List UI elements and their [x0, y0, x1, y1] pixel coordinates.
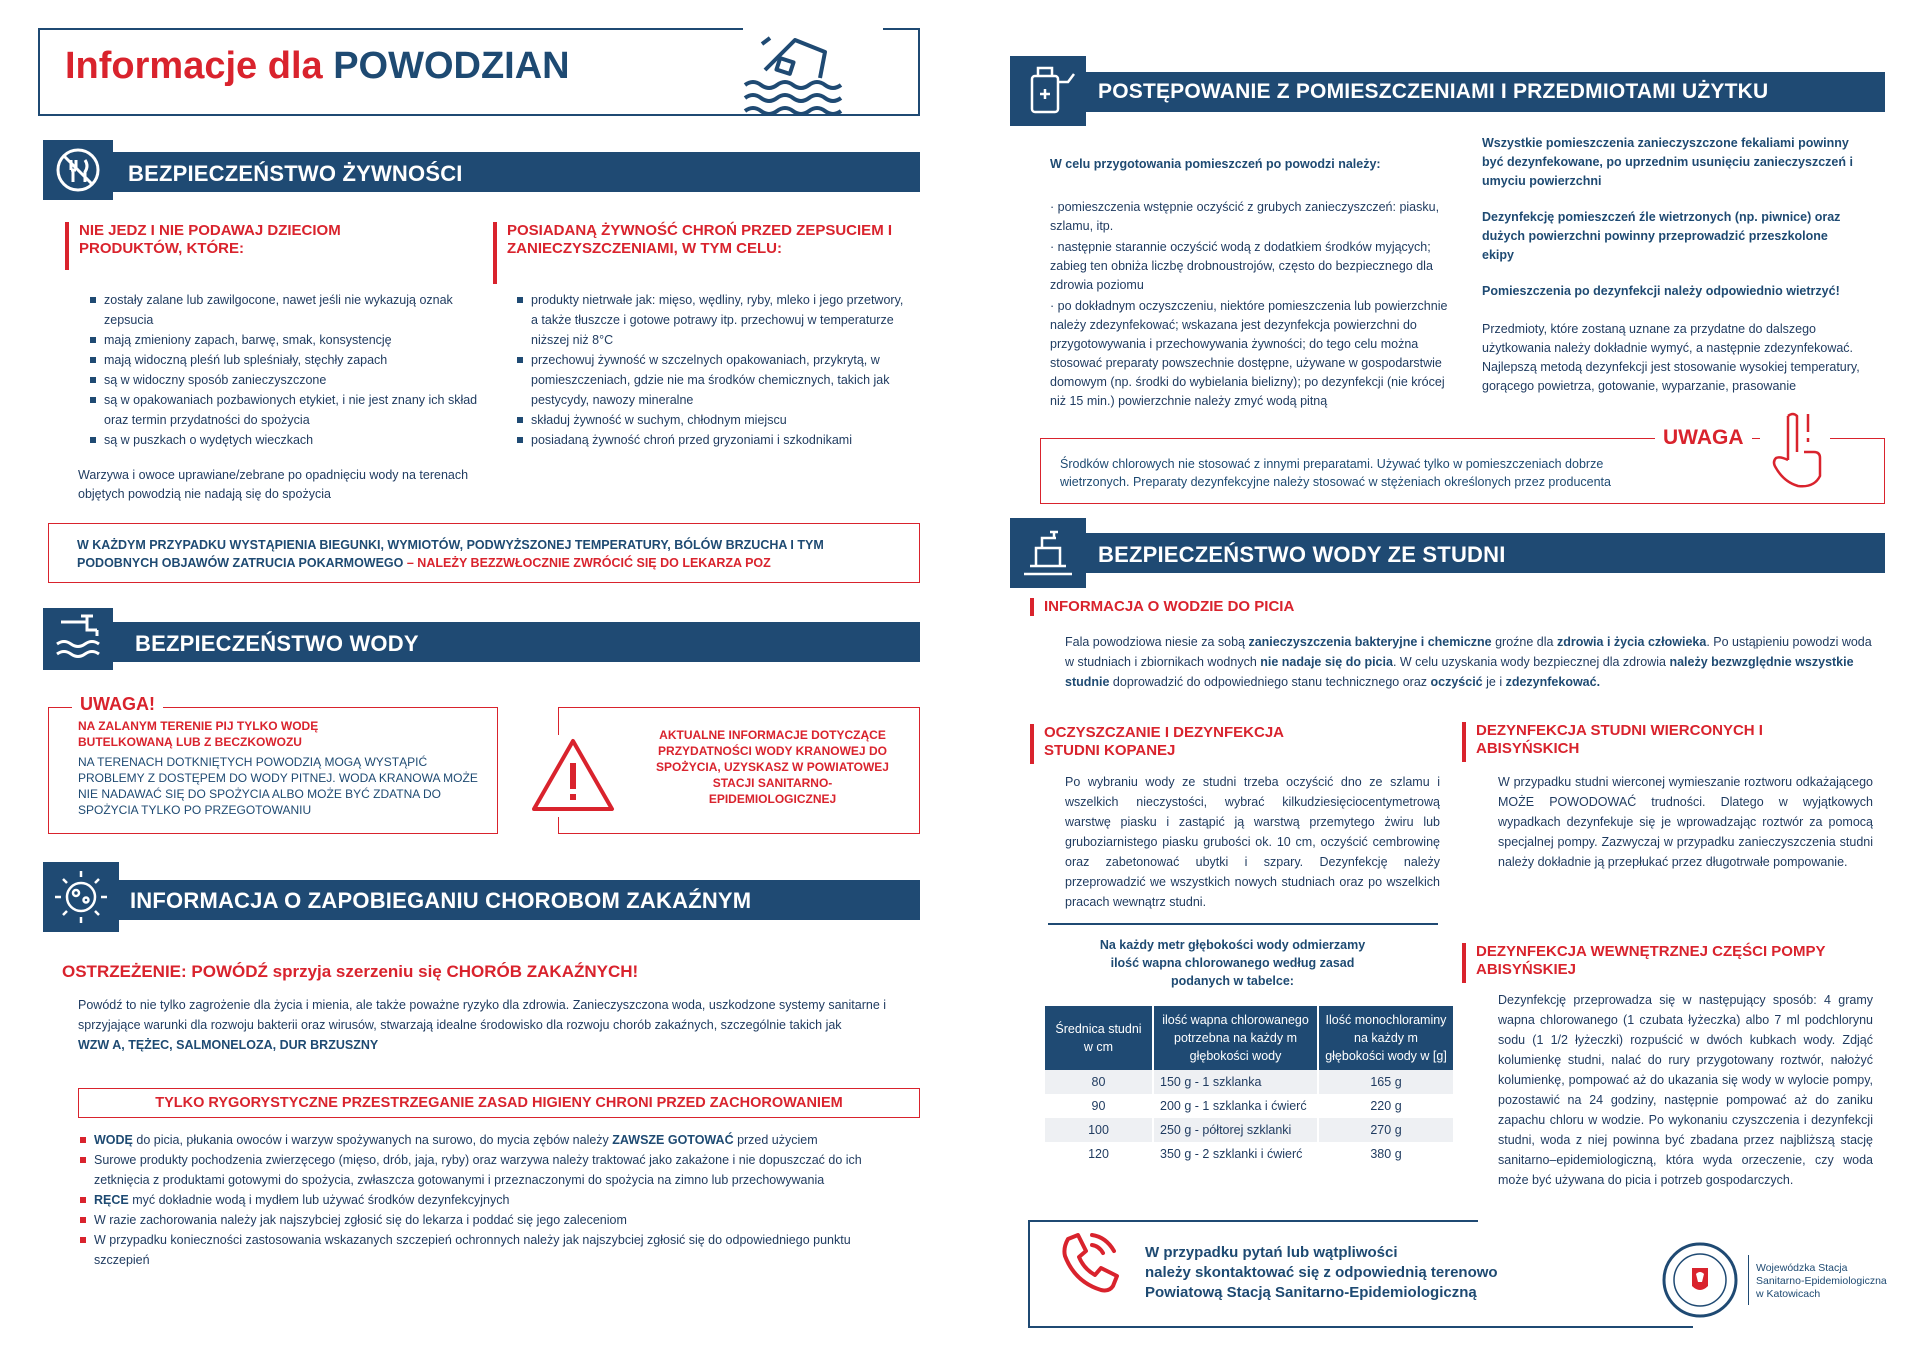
food-right-heading: POSIADANĄ ŻYWNOŚĆ CHROŃ PRZED ZEPSUCIEM I ZANIECZYSZCZENIAMI, W TYM CELU: — [493, 222, 893, 284]
rooms-intro: W celu przygotowania pomieszczeń po powodzi należy: — [1050, 157, 1381, 171]
list-item: przechowuj żywność w szczelnych opakowaniach, przykrytą, w pomieszczeniach, gdzie nie ma środków chemicznych, takich jak pestycydy, nawozy mineralne — [515, 350, 905, 410]
list-item: posiadaną żywność chroń przed gryzoniami i szkodnikami — [515, 430, 905, 450]
institution-name: Wojewódzka Stacja Sanitarno-Epidemiologiczna w Katowicach — [1756, 1262, 1887, 1300]
list-item: W przypadku konieczności zastosowania wskazanych szczepień ochronnych należy jak najszybciej zgłosić się do odpowiedniego punktu szczepień — [78, 1230, 908, 1270]
contact-text: W przypadku pytań lub wątpliwości należy skontaktować się z odpowiednią terenowo Powiatową Stacją Sanitarno-Epidemiologiczną — [1145, 1244, 1498, 1301]
food-left-heading: NIE JEDZ I NIE PODAWAJ DZIECIOM PRODUKTÓW, KTÓRE: — [65, 222, 385, 270]
list-item: mają widoczną pleśń lub spleśniały, stęchły zapach — [88, 350, 483, 370]
table-row: 90 200 g - 1 szklanka i ćwierć 220 g — [1045, 1094, 1454, 1118]
table-row: 80 150 g - 1 szklanka 165 g — [1045, 1070, 1454, 1094]
divider-line — [1048, 923, 1438, 925]
pump-heading: DEZYNFEKCJA WEWNĘTRZNEJ CZĘŚCI POMPY ABISYŃSKIEJ — [1462, 943, 1842, 983]
rooms-note-1: Wszystkie pomieszczenia zanieczyszczone fekaliami powinny być dezynfekowane, po uprzednim usunięciu zanieczyszczeń i umyciu powierzchni — [1482, 136, 1853, 188]
pointing-hand-icon — [1760, 408, 1830, 492]
water-tap-text: NA TERENACH DOTKNIĘTYCH POWODZIĄ MOGĄ WYSTĄPIĆ PROBLEMY Z DOSTĘPEM DO WODY PITNEJ. WODA KRANOWA MOŻE NIE NADAWAĆ SIĘ DO SPOŻYCIA ALBO MOŻE BYĆ ZDATNA DO SPOŻYCIA TYLKO PO PRZEGOTOWANIU — [78, 755, 478, 817]
disease-section-title: INFORMACJA O ZAPOBIEGANIU CHOROBOM ZAKAŹNYM — [130, 888, 752, 913]
rooms-uwaga-label: UWAGA — [1655, 426, 1752, 450]
warning-triangle-icon — [528, 735, 618, 817]
table-row: 100 250 g - półtorej szklanki 270 g — [1045, 1118, 1454, 1142]
rooms-uwaga-text: Środków chlorowych nie stosować z innymi preparatami. Używać tylko w pomieszczeniach dobrze wietrzonych. Preparaty dezynfekcyjne należy stosować w stężeniach określonych przez producenta — [1060, 457, 1611, 489]
disease-warning: OSTRZEŻENIE: POWÓDŹ sprzyja szerzeniu się CHORÓB ZAKAŹNYCH! — [62, 962, 639, 981]
contact-box-bottom — [1028, 1326, 1693, 1328]
rooms-step-3: · po dokładnym oczyszczeniu, niektóre pomieszczenia lub powierzchnie należy zdezynfekować; wskazana jest dezynfekcja powierzchni do przygotowywania i przechowywania żywności; do tego celu można stosować preparaty powszechnie dostępne, używane w gospodarstwie domowym (np. środki do wybielania bielizny); po dezynfekcji (nie krócej niż 15 min.) powierzchnie należy zmyć wodą pitną — [1050, 299, 1448, 408]
rooms-section-title: POSTĘPOWANIE Z POMIESZCZENIAMI I PRZEDMIOTAMI UŻYTKU — [1098, 80, 1769, 103]
table-caption: Na każdy metr głębokości wody odmierzamy ilość wapna chlorowanego według zasad podanych w tabelce: — [1099, 938, 1366, 988]
list-item: WODĘ do picia, płukania owoców i warzyw spożywanych na surowo, do mycia zębów należy ZAWSZE GOTOWAĆ przed użyciem — [78, 1130, 908, 1150]
water-info-text: AKTUALNE INFORMACJE DOTYCZĄCE PRZYDATNOŚCI WODY KRANOWEJ DO SPOŻYCIA, UZYSKASZ W POWIATOWEJ STACJI SANITARNO-EPIDEMIOLOGICZNEJ — [656, 728, 889, 806]
food-left-list — [88, 290, 483, 450]
water-warning-label: UWAGA! — [72, 694, 163, 715]
page-title: Informacje dla POWODZIAN — [65, 45, 570, 87]
list-item: są w widoczny sposób zanieczyszczone — [88, 370, 483, 390]
table-header: Średnica studni w cm — [1045, 1006, 1153, 1070]
drink-water-heading: INFORMACJA O WODZIE DO PICIA — [1030, 598, 1430, 616]
logo-divider — [1748, 1255, 1749, 1305]
table-row: 120 350 g - 2 szklanki i ćwierć 380 g — [1045, 1142, 1454, 1166]
water-section-title: BEZPIECZEŃSTWO WODY — [135, 631, 419, 656]
rooms-step-1: · pomieszczenia wstępnie oczyścić z grubych zanieczyszczeń: piasku, szlamu, itp. — [1050, 200, 1440, 233]
list-item: RĘCE myć dokładnie wodą i mydłem lub używać środków dezynfekcyjnych — [78, 1190, 908, 1210]
table-header: ilość wapna chlorowanego potrzebna na każdy m głębokości wody — [1153, 1006, 1318, 1070]
phone-icon — [1050, 1225, 1125, 1300]
water-tap-icon — [43, 608, 113, 670]
food-section-title: BEZPIECZEŃSTWO ŻYWNOŚCI — [128, 161, 463, 186]
drilled-well-heading: DEZYNFEKCJA STUDNI WIERCONYCH I ABISYŃSKICH — [1462, 722, 1772, 762]
water-bottled-text: NA ZALANYM TERENIE PIJ TYLKO WODĘ BUTELKOWANĄ LUB Z BECZKOWOZU — [78, 719, 319, 749]
table-header: Ilość monochloraminy na każdy m głębokości wody w [g] — [1318, 1006, 1454, 1070]
sprayer-icon — [1010, 56, 1086, 126]
food-left-note: Warzywa i owoce uprawiane/zebrane po opadnięciu wody na terenach objętych powodzią nie nadają się do spożycia — [78, 468, 469, 501]
well-icon — [1010, 518, 1086, 588]
list-item: są w puszkach o wydętych wieczkach — [88, 430, 483, 450]
dug-well-heading: OCZYSZCZANIE I DEZYNFEKCJA STUDNI KOPANEJ — [1030, 724, 1330, 764]
well-section-title: BEZPIECZEŃSTWO WODY ZE STUDNI — [1098, 542, 1506, 567]
list-item: zostały zalane lub zawilgocone, nawet jeśli nie wykazują oznak zepsucia — [88, 290, 483, 330]
no-food-icon — [43, 140, 113, 200]
hygiene-banner: TYLKO RYGORYSTYCZNE PRZESTRZEGANIE ZASAD HIGIENY CHRONI PRZED ZACHOROWANIEM — [78, 1088, 920, 1118]
pump-text: Dezynfekcję przeprowadza się w następujący sposób: 4 gramy wapna chlorowanego (1 czubata łyżeczka) albo 7 ml podchlorynu sodu (1 1/2 łyżeczki) rozpuścić w dwóch kubkach wody. Zdjąć kolumienkę studni, nalać do rury przygotowany roztwór, nałożyć kolumienkę, pompować aż do ukazania się wody w wylocie pompy, pozostawić na 24 godziny, następnie pompować aż do zaniku zapachu chloru w wodzie. Po wykonaniu czyszczenia i dezynfekcji studni, woda z niej powinna być zbadana przez najbliższą stację sanitarno–epidemiologiczną, która wyda orzeczenie, czy woda może być używana do picia i potrzeb gospodarczych. — [1498, 993, 1873, 1187]
list-item: mają zmieniony zapach, barwę, smak, konsystencję — [88, 330, 483, 350]
food-right-list — [515, 290, 905, 450]
rooms-step-2: · następnie starannie oczyścić wodą z dodatkiem środków myjących; zabieg ten obniża liczbę drobnoustrojów, często do bezpiecznego dla zdrowia poziomu — [1050, 240, 1433, 292]
virus-icon — [43, 862, 119, 932]
flood-house-icon — [740, 30, 850, 125]
chlorine-table — [1045, 1006, 1455, 1166]
list-item: Surowe produkty pochodzenia zwierzęcego (mięso, drób, jaja, ryby) oraz warzywa należy traktować jako zakażone i nie dopuszczać do ich zetknięcia z produktami gotowymi do spożycia, zwłaszcza gotowanymi i przeznaczonymi do spożycia na zimno lub przechowywania — [78, 1150, 908, 1190]
list-item: są w opakowaniach pozbawionych etykiet, i nie jest znany ich skład oraz termin przydatności do spożycia — [88, 390, 483, 430]
list-item: produkty nietrwałe jak: mięso, wędliny, ryby, mleko i jego przetwory, a także tłuszcze i gotowe potrawy itp. przechowuj w temperaturze niższej niż 8°C — [515, 290, 905, 350]
disease-paragraph: Powódź to nie tylko zagrożenie dla życia i mienia, ale także poważne ryzyko dla zdrowia. Zanieczyszczona woda, uszkodzone systemy sanitarne i sprzyjające warunki dla rozwoju bakterii oraz wirusów, stwarzają idealne środowisko dla rozwoju chorób zakaźnych, szczególnie takich jak WZW A, TĘŻEC, SALMONELOZA, DUR BRZUSZNY — [78, 998, 887, 1052]
rooms-note-4: Przedmioty, które zostaną uznane za przydatne do dalszego użytkowania należy dokładnie wymyć, a następnie zdezynfekować. Najlepszą metodą dezynfekcji jest stosowanie wysokiej temperatury, gorącego powietrza, gotowanie, wyparzanie, prasowanie — [1482, 322, 1860, 393]
food-poisoning-alert: W KAŻDYM PRZYPADKU WYSTĄPIENIA BIEGUNKI, WYMIOTÓW, PODWYŻSZONEJ TEMPERATURY, BÓLÓW BRZUCHA I TYM PODOBNYCH OBJAWÓW ZATRUCIA POKARMOWEGO – NALEŻY BEZZWŁOCZNIE ZWRÓCIĆ SIĘ DO LEKARZA POZ — [48, 523, 920, 583]
rooms-note-3: Pomieszczenia po dezynfekcji należy odpowiednio wietrzyć! — [1482, 284, 1840, 298]
list-item: składuj żywność w suchym, chłodnym miejscu — [515, 410, 905, 430]
hygiene-list — [78, 1130, 908, 1270]
list-item: W razie zachorowania należy jak najszybciej zgłosić się do lekarza i poddać się jego zaleceniom — [78, 1210, 908, 1230]
dug-well-text: Po wybraniu wody ze studni trzeba oczyścić dno ze szlamu i wszelkich nieczystości, wybrać kilkudziesięciocentymetrową warstwę piasku i zastąpić ją warstwą przemytego żwiru lub gruboziarnistego piasku grubości ok. 10 cm, oczyścić cembrowinę oraz zabetonować ubytki i szpary. Dezynfekcję należy przeprowadzić we wszystkich nowych studniach oraz po wszelkich pracach wewnątrz studni. — [1065, 775, 1440, 909]
drink-water-text: Fala powodziowa niesie za sobą zanieczyszczenia bakteryjne i chemiczne groźne dla zdrowia i życia człowieka. Po ustąpieniu powodzi woda w studniach i zbiornikach wodnych nie nadaje się do picia. W celu uzyskania wody bezpiecznej dla zdrowia należy bezwzględnie wszystkie studnie doprowadzić do odpowiedniego stanu technicznego oraz oczyścić je i zdezynfekować. — [1065, 635, 1872, 689]
rooms-note-2: Dezynfekcję pomieszczeń źle wietrzonych (np. piwnice) oraz dużych powierzchni powinny przeprowadzić przeszkolone ekipy — [1482, 210, 1841, 262]
drilled-well-text: W przypadku studni wierconej wymieszanie roztworu odkażającego MOŻE POWODOWAĆ trudności. Dlatego w wyjątkowych wypadkach dezynfekuje się je wprowadzając roztwór za pomocą specjalnej pompy. Zazwyczaj w przypadku zanieczyszczenia studni należy dokładnie ją przepłukać przez długotrwałe pompowanie. — [1498, 775, 1873, 869]
eagle-seal-logo — [1660, 1240, 1740, 1320]
